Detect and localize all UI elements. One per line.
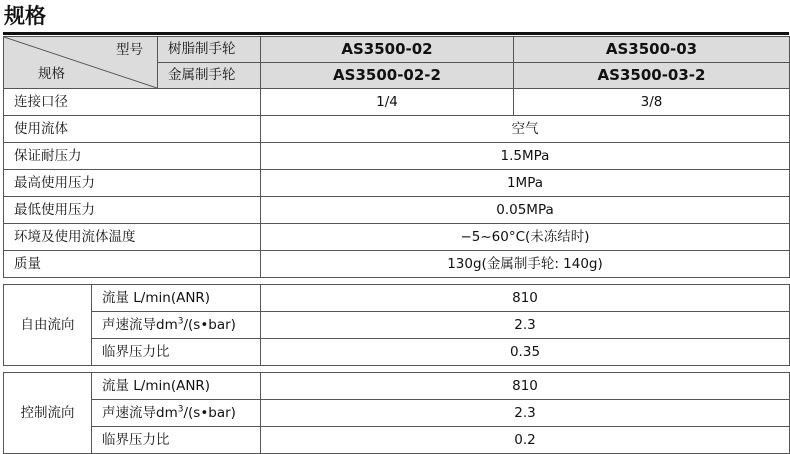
model-metal-02: AS3500-02-2 — [261, 63, 514, 89]
controlled-flow-group-label: 控制流向 — [4, 373, 92, 454]
free-flow-group-label: 自由流向 — [4, 285, 92, 366]
model-resin-03: AS3500-03 — [514, 37, 790, 63]
free-flow-critical-label: 临界压力比 — [92, 339, 261, 366]
temperature-value: −5~60°C(未冻结时) — [261, 224, 790, 251]
row-fluid — [4, 116, 790, 143]
free-flow-sonic-label: 声速流导$dm^3/(s•bar)$ — [92, 312, 261, 339]
header-row-resin — [4, 37, 790, 63]
min-pressure-label: 最低使用压力 — [4, 197, 261, 224]
material-metal: 金属制手轮 — [158, 63, 261, 89]
row-free-flow-critical — [4, 339, 790, 366]
min-pressure-value: 0.05MPa — [261, 197, 790, 224]
row-port-size — [4, 89, 790, 116]
controlled-flow-rate-value: 810 — [261, 373, 790, 400]
controlled-flow-rate-label: 流量 L/min(ANR) — [92, 373, 261, 400]
row-controlled-flow-rate — [4, 373, 790, 400]
free-flow-critical-value: 0.35 — [261, 339, 790, 366]
weight-value: 130g(金属制手轮: 140g) — [261, 251, 790, 278]
controlled-flow-sonic-label: 声速流导$dm^3/(s•bar)$ — [92, 400, 261, 427]
temperature-label: 环境及使用流体温度 — [4, 224, 261, 251]
row-temperature — [4, 224, 790, 251]
port-size-value-03: 3/8 — [514, 89, 790, 116]
section-gap — [4, 278, 790, 285]
section-gap — [4, 366, 790, 373]
proof-pressure-value: 1.5MPa — [261, 143, 790, 170]
row-min-pressure — [4, 197, 790, 224]
port-size-label: 连接口径 — [4, 89, 261, 116]
controlled-flow-sonic-value: 2.3 — [261, 400, 790, 427]
row-controlled-flow-sonic — [4, 400, 790, 427]
proof-pressure-label: 保证耐压力 — [4, 143, 261, 170]
row-max-pressure — [4, 170, 790, 197]
row-controlled-flow-critical — [4, 427, 790, 454]
free-flow-rate-value: 810 — [261, 285, 790, 312]
max-pressure-label: 最高使用压力 — [4, 170, 261, 197]
model-resin-02: AS3500-02 — [261, 37, 514, 63]
row-weight — [4, 251, 790, 278]
fluid-label: 使用流体 — [4, 116, 261, 143]
row-free-flow-sonic — [4, 312, 790, 339]
port-size-value-02: 1/4 — [261, 89, 514, 116]
free-flow-sonic-value: 2.3 — [261, 312, 790, 339]
row-free-flow-rate — [4, 285, 790, 312]
weight-label: 质量 — [4, 251, 261, 278]
title-underline — [3, 32, 789, 35]
max-pressure-value: 1MPa — [261, 170, 790, 197]
spec-label: 规格 — [38, 66, 65, 82]
header-corner-cell — [4, 37, 158, 89]
model-metal-03: AS3500-03-2 — [514, 63, 790, 89]
page-title: 规格 — [4, 4, 46, 28]
spec-table — [3, 36, 790, 454]
controlled-flow-critical-label: 临界压力比 — [92, 427, 261, 454]
free-flow-rate-label: 流量 L/min(ANR) — [92, 285, 261, 312]
row-proof-pressure — [4, 143, 790, 170]
controlled-flow-critical-value: 0.2 — [261, 427, 790, 454]
material-resin: 树脂制手轮 — [158, 37, 261, 63]
model-label: 型号 — [116, 42, 143, 58]
fluid-value: 空气 — [261, 116, 790, 143]
